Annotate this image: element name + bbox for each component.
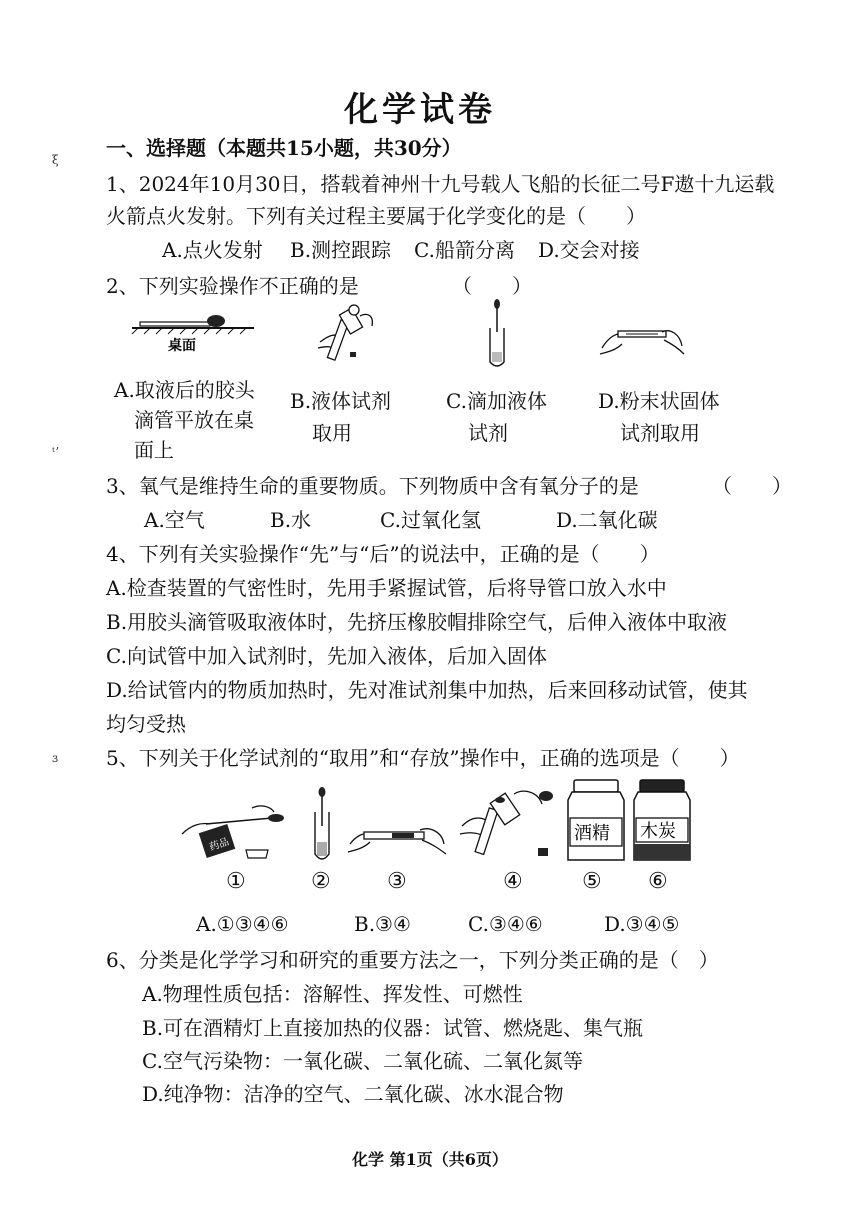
figure-1-solid-reagent [176,798,296,864]
option-b: B.③④ [354,912,411,936]
jar-label: 酒精 [574,823,610,844]
margin-mark: ᵗʼ [52,445,59,459]
margin-mark: ξ [52,153,59,167]
question-4-stem: 4、下列有关实验操作“先”与“后”的说法中，正确的是（ ） [106,542,660,566]
option-c: C.过氧化氢 [380,508,481,532]
liquid-reagent-pouring-figure [312,302,382,364]
dropper-on-desk-figure [128,308,258,360]
option-a: A.取液后的胶头 [114,378,255,402]
option-c: C.空气污染物：一氧化碳、二氧化硫、二氧化氮等 [142,1049,583,1073]
question-2-stem: 2、下列实验操作不正确的是 [106,274,359,298]
section-heading: 一、选择题（本题共15小题，共30分） [106,136,462,160]
figure-number: ⑤ [582,869,602,894]
option-a: A.①③④⑥ [196,912,289,936]
option-b: B.测控跟踪 [290,238,392,262]
option-c: C.船箭分离 [414,238,515,262]
option-b: B.可在酒精灯上直接加热的仪器：试管、燃烧匙、集气瓶 [142,1016,644,1040]
option-d: D.二氧化碳 [556,508,658,532]
answer-paren: （ ） [452,274,532,298]
option-b: B.水 [270,508,312,532]
option-a: A.空气 [144,508,205,532]
dropping-liquid-figure [484,298,510,370]
figure-number: ① [226,869,246,894]
margin-mark: ɜ [52,751,59,765]
page-footer: 化学 第1页（共6页） [352,1150,508,1169]
option-d: D.纯净物：洁净的空气、二氧化碳、冰水混合物 [142,1082,564,1106]
option-b: 取用 [312,421,352,445]
option-a: 滴管平放在桌 [134,408,254,432]
option-c: C.滴加液体 [446,389,547,413]
answer-paren: （ ） [712,474,792,498]
figure-number: ② [311,869,331,894]
option-d: 均匀受热 [106,712,186,736]
question-5-stem: 5、下列关于化学试剂的“取用”和“存放”操作中，正确的选项是（ ） [106,746,740,770]
figure-4-pouring-liquid [456,782,556,862]
figure-number: ④ [503,869,523,894]
question-1-stem: 1、2024年10月30日，搭载着神州十九号载人飞船的长征二号F遨十九运载 [106,172,775,196]
powder-reagent-figure [598,318,686,358]
option-b: B.用胶头滴管吸取液体时，先挤压橡胶帽排除空气，后伸入液体中取液 [106,610,728,634]
figure-number: ⑥ [648,869,668,894]
figure-number: ③ [387,869,407,894]
page-title: 化学试卷 [344,90,496,130]
figure-5-jar [564,778,628,864]
option-a: A.检查装置的气密性时，先用手紧握试管，后将导管口放入水中 [106,576,667,600]
option-d: D.交会对接 [538,238,640,262]
figure-6-jar [630,778,694,864]
option-a: A.点火发射 [162,238,263,262]
option-b: B.液体试剂 [290,389,392,413]
question-6-stem: 6、分类是化学学习和研究的重要方法之一，下列分类正确的是（ ） [106,948,719,972]
jar-label: 木炭 [640,821,676,842]
option-d: D.粉末状固体 [598,389,720,413]
option-c: 试剂 [468,421,508,445]
figure-3-powder-into-tube [346,814,450,860]
option-d: 试剂取用 [620,421,700,445]
option-c: C.③④⑥ [468,912,543,936]
figure-2-test-tube-dropper [310,786,334,864]
desk-label: 桌面 [168,338,196,354]
option-a: 面上 [134,438,174,462]
question-3-stem: 3、氧气是维持生命的重要物质。下列物质中含有氧分子的是 [106,474,639,498]
option-d: D.给试管内的物质加热时，先对准试剂集中加热，后来回移动试管，使其 [106,678,748,702]
option-d: D.③④⑤ [604,912,680,936]
svg-text:药品: 药品 [208,836,231,854]
option-c: C.向试管中加入试剂时，先加入液体，后加入固体 [106,644,547,668]
option-a: A.物理性质包括：溶解性、挥发性、可燃性 [142,982,523,1006]
question-1-stem: 火箭点火发射。下列有关过程主要属于化学变化的是（ ） [106,204,646,228]
